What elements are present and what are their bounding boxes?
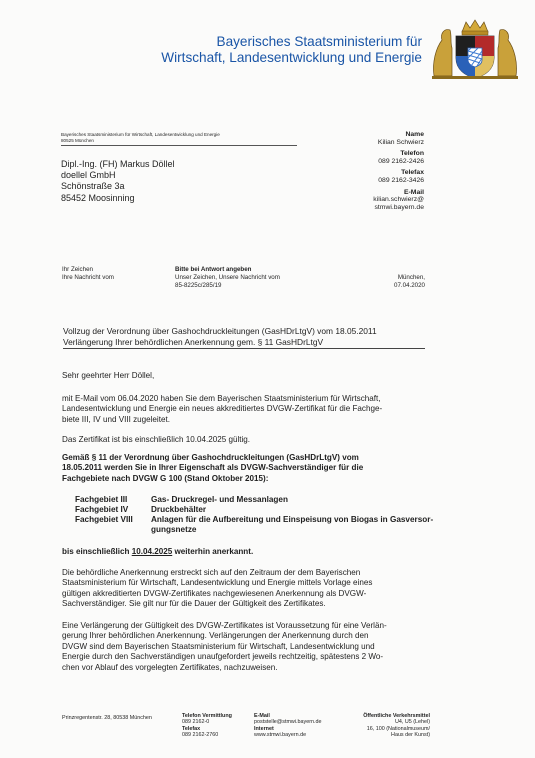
until-suffix: weiterhin anerkannt. <box>172 547 254 556</box>
p5-line: DVGW sind dem Bayerischen Staatsministerium für Wirtschaft, Landesentwicklung und <box>62 641 375 651</box>
contact-name-label: Name <box>405 131 424 138</box>
bitte-angeben-label: Bitte bei Antwort angeben <box>175 266 252 273</box>
contact-phone-label: Telefon <box>400 150 424 158</box>
footer-fax-label: Telefax <box>182 725 201 732</box>
reference-yours <box>62 266 114 282</box>
p1-line: Landesentwicklung und Energie ein neues akkreditiertes DVGW-Zertifikat für die Fachge- <box>62 404 383 414</box>
fachgebiet-value: gungsnetze <box>151 525 197 534</box>
salutation: Sehr geehrter Herr Döllel, <box>62 371 155 380</box>
recipient-street: Schönstraße 3a <box>61 181 125 192</box>
footer-email-label: E-Mail <box>254 713 270 719</box>
p4-line: Die behördliche Anerkennung erstreckt sich auf den Zeitraum der dem Bayerischen <box>62 568 361 577</box>
sender-line-1: Bayerisches Staatsministerium für Wirtschaft, Landesentwicklung und Energie <box>61 132 220 137</box>
subject-line-2: Verlängerung Ihrer behördlichen Anerkennung gem. § 11 GasHDrLtgV <box>63 336 324 347</box>
fachgebiet-key: Fachgebiet III <box>75 495 128 504</box>
reference-ours <box>175 266 280 290</box>
p4-line: Staatsministerium für Wirtschaft, Landesentwicklung und Energie mittels Vorlage eines <box>62 578 373 588</box>
contact-email-label: E-Mail <box>403 188 424 196</box>
fachgebiet-key: Fachgebiet VIII <box>75 515 133 524</box>
paragraph-extension <box>62 621 430 673</box>
subject-divider <box>63 348 425 349</box>
ministry-letterhead <box>150 34 422 66</box>
footer-phone-label: Telefon Vermittlung <box>182 713 232 719</box>
ministry-name-line2: Wirtschaft, Landesentwicklung und Energie <box>161 50 422 65</box>
footer-email-value: poststelle@stmwi.bayern.de <box>254 719 322 726</box>
ihr-zeichen-label: Ihr Zeichen <box>62 266 93 273</box>
footer-transport-line: 16, 100 (Nationalmuseum/ <box>366 725 430 732</box>
letter-city: München, <box>397 274 425 281</box>
fachgebiet-value: Gas- Druckregel- und Messanlagen <box>151 495 288 504</box>
contact-fax: 089 2162-3426 <box>378 176 424 184</box>
p5-line: chen vor Ablauf des vorgelegten Zertifikates, nachzuweisen. <box>62 662 278 672</box>
contact-block <box>330 131 424 211</box>
p3-line: Fachgebiete nach DVGW G 100 (Stand Oktober 2015): <box>62 473 269 483</box>
fachgebiete-list <box>75 495 435 535</box>
footer-transport-label: Öffentliche Verkehrsmittel <box>363 713 430 719</box>
p3-line: 18.05.2011 werden Sie in Ihrer Eigenschaft als DVGW-Sachverständiger für die <box>62 463 364 473</box>
p1-line: mit E-Mail vom 06.04.2020 haben Sie dem Bayerischen Staatsministerium für Wirtschaft, <box>62 394 381 403</box>
subject-line-1: Vollzug der Verordnung über Gashochdruckleitungen (GasHDrLtgV) vom 18.05.2011 <box>63 326 377 336</box>
ihre-nachricht-label: Ihre Nachricht vom <box>62 274 114 281</box>
fachgebiet-row <box>75 505 433 515</box>
recipient-name: Dipl.-Ing. (FH) Markus Döllel <box>61 159 175 169</box>
p4-line: gültigen akkreditierten DVGW-Zertifikates nachgewiesenen Anerkennung als DVGW- <box>62 588 367 598</box>
footer-internet-value: www.stmwi.bayern.de <box>254 732 307 739</box>
p4-line: Sachverständiger. Sie gilt nur für die Dauer der Gültigkeit des Zertifikates. <box>62 599 326 609</box>
paragraph-recognition <box>62 453 430 484</box>
fachgebiet-key: Fachgebiet IV <box>75 505 129 514</box>
until-date: 10.04.2025 <box>131 547 173 556</box>
unser-zeichen-label: Unser Zeichen, Unsere Nachricht vom <box>175 274 280 281</box>
sender-divider <box>61 145 297 146</box>
letter-subject <box>63 326 377 347</box>
paragraph-scope <box>62 568 430 610</box>
contact-name: Kilian Schwierz <box>377 138 424 146</box>
paragraph-1 <box>62 394 430 425</box>
p5-line: Energie durch den Sachverständigen unaufgefordert jeweils rechtzeitig, spätestens 2 Wo- <box>62 652 384 662</box>
recipient-company: doellel GmbH <box>61 170 116 181</box>
sender-return-address <box>61 132 311 144</box>
fachgebiet-row <box>75 495 433 505</box>
contact-phone: 089 2162-2426 <box>378 157 424 165</box>
recognized-until <box>62 547 430 557</box>
unser-zeichen-value: 85-8225c/285/19 <box>175 282 222 289</box>
fachgebiet-key <box>75 525 151 535</box>
letter-date: 07.04.2020 <box>394 282 425 289</box>
p3-line: Gemäß § 11 der Verordnung über Gashochdruckleitungen (GasHDrLtgV) vom <box>62 453 359 462</box>
contact-email-line1: kilian.schwierz@ <box>373 196 424 204</box>
footer-phone <box>182 713 232 739</box>
fachgebiet-value: Anlagen für die Aufbereitung und Einspeisung von Biogas in Gasversor- <box>151 515 434 524</box>
fachgebiet-row <box>75 515 433 525</box>
sender-line-2: 80525 München <box>61 138 94 143</box>
ministry-name-line1: Bayerisches Staatsministerium für <box>216 34 422 49</box>
footer-address: Prinzregentenstr. 28, 80538 München <box>62 715 152 721</box>
fachgebiet-row <box>75 525 433 535</box>
footer-phone-value: 089 2162-0 <box>182 719 210 726</box>
fachgebiete-table <box>75 495 433 535</box>
fachgebiet-value: Druckbehälter <box>151 505 207 514</box>
p5-line: Eine Verlängerung der Gültigkeit des DVGW-Zertifikates ist Voraussetzung für eine Verlän- <box>62 621 387 630</box>
footer-transport-line: Haus der Kunst) <box>391 732 430 739</box>
footer-transport <box>350 713 430 739</box>
bavarian-coat-of-arms-logo <box>428 18 522 80</box>
paragraph-validity: Das Zertifikat ist bis einschließlich 10.04.2025 gültig. <box>62 435 251 444</box>
footer-transport-line: U4, U5 (Lehel) <box>394 719 430 726</box>
contact-email-line2: stmwi.bayern.de <box>374 203 424 211</box>
recipient-address <box>61 159 175 204</box>
p5-line: gerung Ihrer behördlichen Anerkennung. Verlängerungen der Anerkennung durch den <box>62 631 369 641</box>
contact-fax-label: Telefax <box>401 169 424 177</box>
reference-date <box>355 274 425 290</box>
footer-internet-label: Internet <box>254 725 274 732</box>
recipient-city: 85452 Moosinning <box>61 192 135 203</box>
footer-email <box>254 713 322 739</box>
footer-fax-value: 089 2162-2760 <box>182 732 219 739</box>
until-prefix: bis einschließlich <box>62 547 132 556</box>
p1-line: biete III, IV und VIII zugeleitet. <box>62 414 170 424</box>
